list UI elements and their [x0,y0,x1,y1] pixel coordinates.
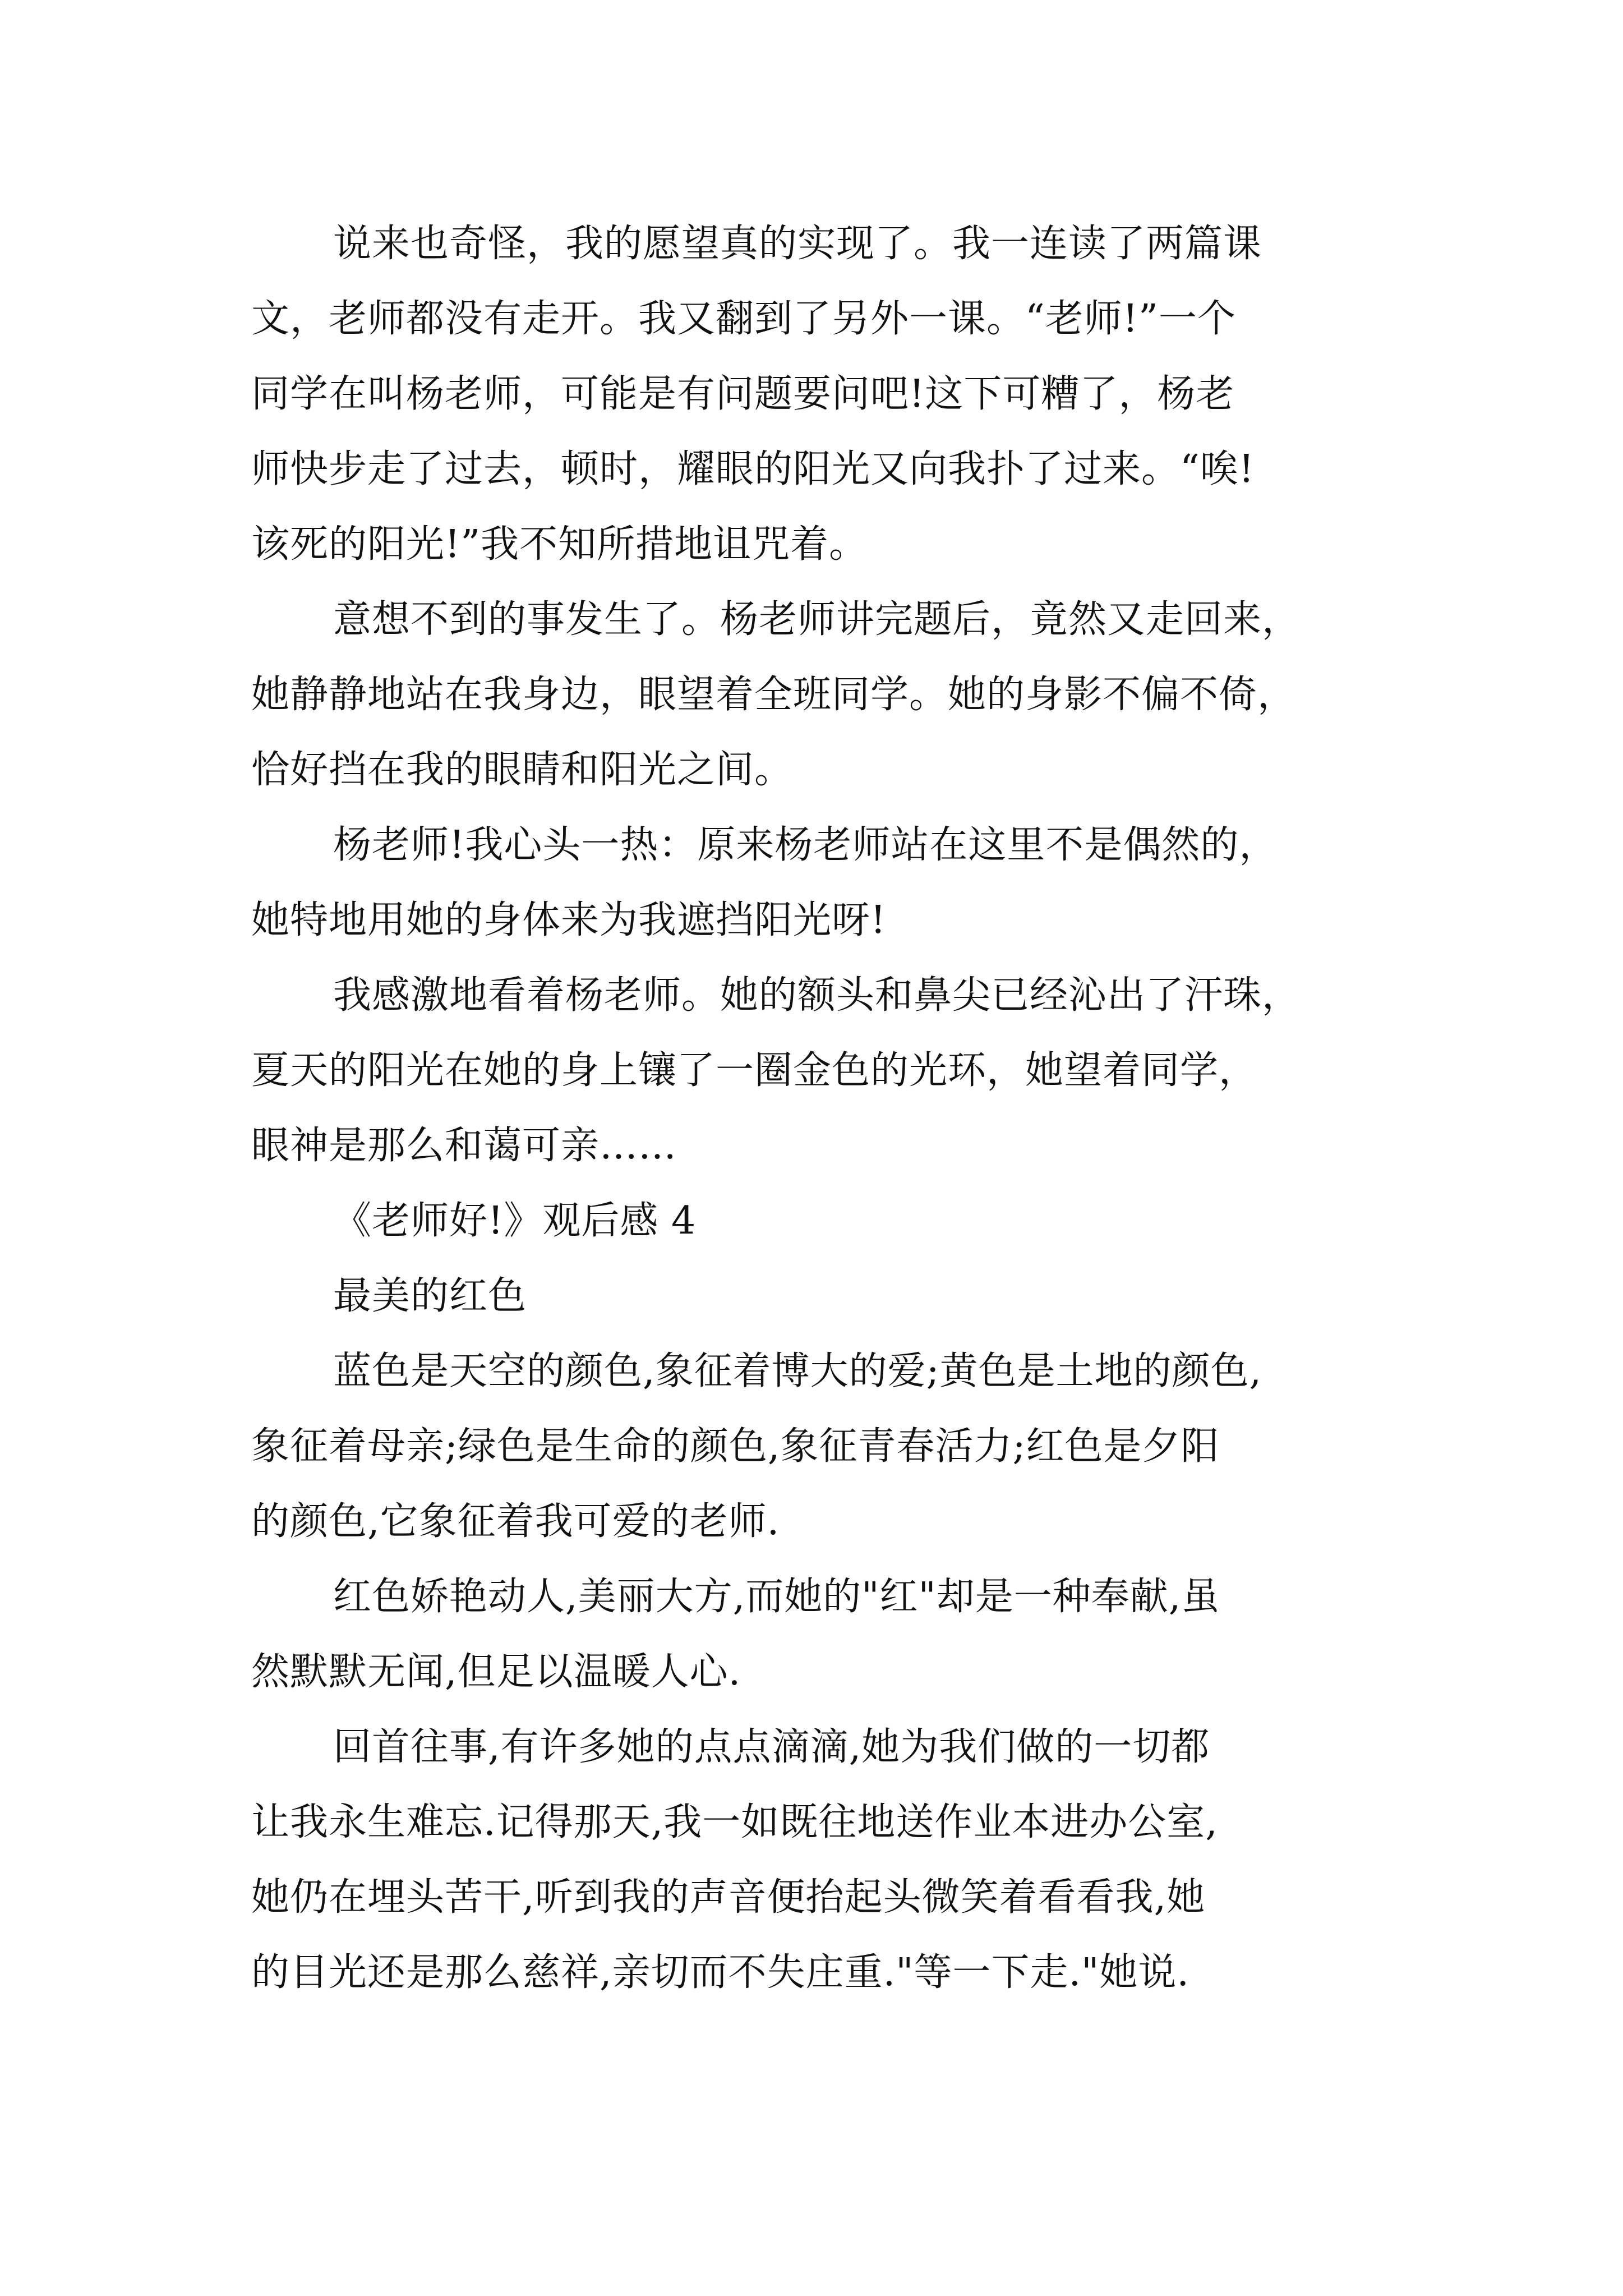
text-line: 她静静地站在我身边，眼望着全班同学。她的身影不偏不倚， [251,673,1297,717]
text-line: 的目光还是那么慈祥,亲切而不失庄重."等一下走."她说. [251,1950,1190,1995]
text-line: 红色娇艳动人,美丽大方,而她的"红"却是一种奉献,虽 [333,1575,1220,1619]
text-line: 眼神是那么和蔼可亲…… [251,1124,677,1168]
essay-title: 最美的红色 [333,1274,527,1318]
text-line: 我感激地看着杨老师。她的额头和鼻尖已经沁出了汗珠， [333,973,1301,1018]
text-line: 象征着母亲;绿色是生命的颜色,象征青春活力;红色是夕阳 [251,1424,1220,1469]
text-line: 同学在叫杨老师，可能是有问题要问吧!这下可糟了，杨老 [251,372,1235,416]
section-heading: 《老师好!》观后感 4 [333,1199,697,1243]
text-line: 师快步走了过去，顿时，耀眼的阳光又向我扑了过来。“唉! [251,447,1255,491]
text-line: 然默默无闻,但足以温暖人心. [251,1650,741,1694]
text-line: 恰好挡在我的眼睛和阳光之间。 [251,748,794,792]
text-line: 让我永生难忘.记得那天,我一如既往地送作业本进办公室, [251,1800,1218,1844]
text-line: 杨老师!我心头一热：原来杨老师站在这里不是偶然的， [333,823,1278,867]
text-line: 蓝色是天空的颜色,象征着博大的爱;黄色是土地的颜色, [333,1349,1262,1393]
text-line: 意想不到的事发生了。杨老师讲完题后，竟然又走回来， [333,597,1301,642]
text-line: 说来也奇怪，我的愿望真的实现了。我一连读了两篇课 [333,222,1262,266]
text-line: 文，老师都没有走开。我又翻到了另外一课。“老师!”一个 [251,297,1236,341]
text-line: 回首往事,有许多她的点点滴滴,她为我们做的一切都 [333,1725,1210,1769]
text-line: 夏天的阳光在她的身上镶了一圈金色的光环，她望着同学， [251,1048,1258,1093]
text-line: 该死的阳光!”我不知所措地诅咒着。 [251,522,868,567]
text-line: 的颜色,它象征着我可爱的老师. [251,1499,780,1544]
text-line: 她特地用她的身体来为我遮挡阳光呀! [251,898,887,942]
text-line: 她仍在埋头苦干,听到我的声音便抬起头微笑着看看我,她 [251,1875,1206,1920]
